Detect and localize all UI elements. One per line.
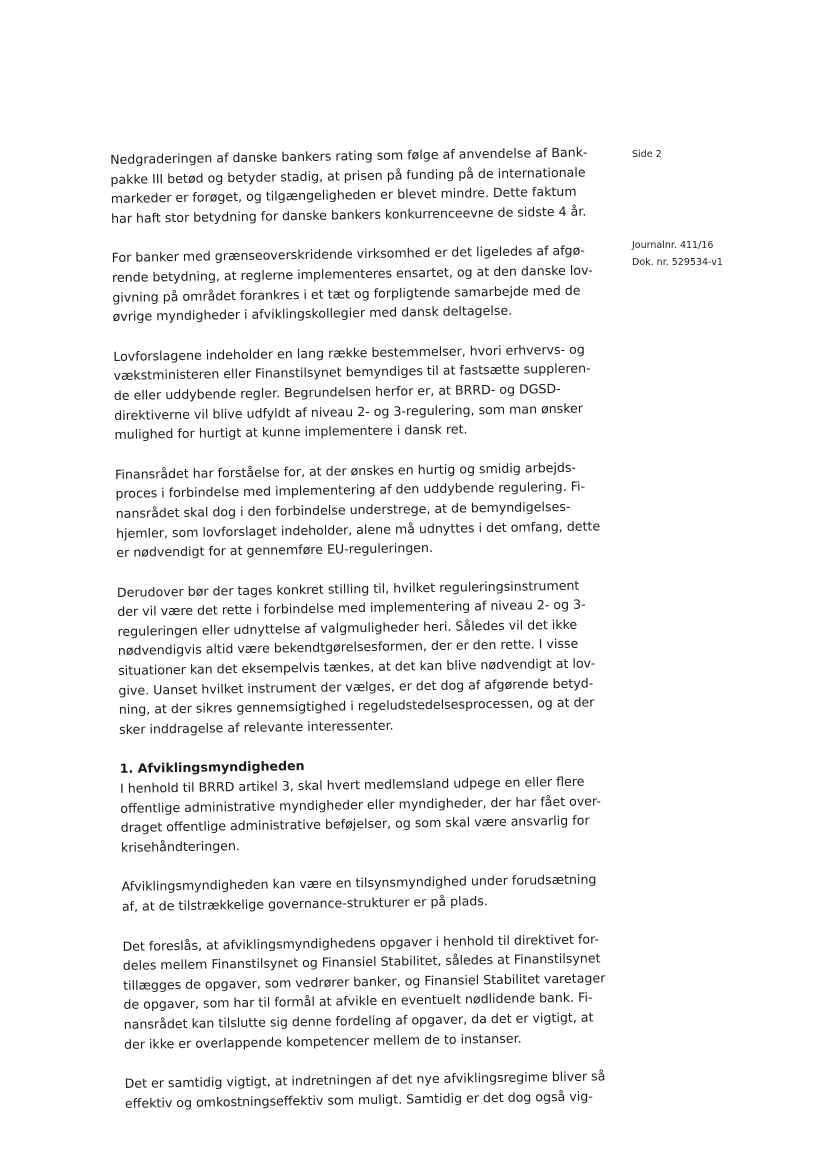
text-line: tillægges de opgaver, som vedrører banker, og Finansiel Stabilitet varetager bbox=[123, 970, 606, 993]
text-line: af, at de tilstrækkelige governance-strukturer er på plads. bbox=[121, 893, 489, 914]
section-heading: 1. Afviklingsmyndigheden bbox=[119, 758, 305, 777]
paragraph bbox=[121, 869, 622, 916]
text-line: hjemler, som lovforslaget indeholder, alene må udnyttes i det omfang, dette bbox=[115, 517, 601, 541]
text-line: sker inddragelse af relevante interessenter. bbox=[118, 717, 394, 737]
text-line: nansrådet skal dog i den forbindelse understrege, at de bemyndigelses- bbox=[115, 498, 571, 521]
text-line: Lovforslagene indeholder en lang række bestemmelser, hvori erhvervs- og bbox=[113, 341, 585, 364]
text-line: der vil være det rette i forbindelse med implementering af niveau 2- og 3- bbox=[117, 596, 586, 620]
document-sidebar bbox=[632, 146, 802, 271]
paragraph bbox=[113, 339, 614, 445]
text-line: situationer kan det eksempelvis tænkes, at det kan blive nødvendigt at lov- bbox=[118, 655, 596, 678]
paragraph bbox=[122, 929, 624, 1054]
text-line: Derudover bør der tages konkret stilling til, hvilket reguleringsinstrument bbox=[116, 577, 580, 600]
paragraph bbox=[110, 142, 611, 228]
text-line: ning, at der sikres gennemsigtighed i regeludstedelsesprocessen, og at der bbox=[118, 694, 595, 718]
text-line: Det er samtidig vigtigt, at indretningen af det nye afviklingsregime bliver så bbox=[124, 1068, 606, 1092]
text-line: For banker med grænseoverskridende virksomhed er det ligeledes af afgø- bbox=[111, 242, 585, 266]
text-line: Finansrådet har forståelse for, at der ønskes en hurtig og smidig arbejds- bbox=[114, 459, 577, 482]
paragraph bbox=[115, 457, 616, 563]
page-number: Side 2 bbox=[632, 149, 662, 160]
text-line: nansrådet kan tilslutte sig denne fordeling af opgaver, da det er vigtigt, at bbox=[123, 1009, 594, 1032]
text-line: rende betydning, at reglerne implementeres ensartet, og at den danske lov- bbox=[111, 262, 593, 285]
text-line: givning på området forankres i et tæt og forpligtende samarbejde med de bbox=[112, 282, 581, 305]
text-line: de eller uddybende regler. Begrundelsen herfor er, at BRRD- og DGSD- bbox=[113, 380, 561, 403]
text-line: pakke III betød og betyder stadig, at prisen på funding på de internationale bbox=[110, 164, 586, 187]
text-line: krisehåndteringen. bbox=[120, 837, 241, 855]
text-line: nødvendigvis altid være bekendtgørelsesformen, der er den rette. I visse bbox=[117, 636, 579, 659]
paragraph bbox=[112, 241, 613, 327]
text-line: mulighed for hurtigt at kunne implementere i dansk ret. bbox=[114, 421, 468, 443]
text-line: markeder er forøget, og tilgængeligheden er blevet mindre. Dette faktum bbox=[110, 183, 577, 207]
paragraph bbox=[117, 575, 619, 740]
text-line: proces i forbindelse med implementering af den uddybende regulering. Fi- bbox=[115, 478, 586, 502]
text-line: direktiverne vil blive udfyldt af niveau 2- og 3-regulering, som man ønsker bbox=[114, 400, 584, 423]
text-line: der ikke er overlappende kompetencer mellem de to instanser. bbox=[123, 1030, 522, 1052]
paragraph bbox=[125, 1066, 626, 1113]
text-line: deles mellem Finanstilsynet og Finansiel Stabilitet, således at Finanstilsynet bbox=[122, 950, 601, 974]
document-body bbox=[110, 142, 625, 1113]
text-line: I henhold til BRRD artikel 3, skal hvert medlemsland udpege en eller flere bbox=[119, 773, 585, 796]
text-line: give. Uanset hvilket instrument der vælges, er det dog af afgørende betyd- bbox=[118, 675, 594, 698]
document-number: Dok. nr. 529534-v1 bbox=[632, 257, 723, 268]
text-line: offentlige administrative myndigheder eller myndigheder, der har fået over- bbox=[120, 792, 602, 816]
text-line: har haft stor betydning for danske bankers konkurrenceevne de sidste 4 år. bbox=[110, 203, 587, 226]
text-line: reguleringen eller udnyttelse af valgmuligheder heri. Således vil det ikke bbox=[117, 616, 578, 639]
text-line: de opgaver, som har til formål at afvikle en eventuelt nødlidende bank. Fi- bbox=[123, 989, 593, 1013]
journal-number: Journalnr. 411/16 bbox=[632, 240, 714, 251]
text-line: Afviklingsmyndigheden kan være en tilsynsmyndighed under forudsætning bbox=[121, 871, 597, 895]
text-line: Det foreslås, at afviklingsmyndighedens opgaver i henhold til direktivet for- bbox=[122, 931, 600, 954]
text-line: draget offentlige administrative beføjelser, og som skal være ansvarlig for bbox=[120, 812, 590, 836]
text-line: effektiv og omkostningseffektiv som muligt. Samtidig er det dog også vig- bbox=[124, 1088, 593, 1111]
paragraph bbox=[120, 771, 621, 857]
text-line: vækstministeren eller Finanstilsynet bemyndiges til at fastsætte suppleren- bbox=[113, 360, 591, 384]
text-line: Nedgraderingen af danske bankers rating som følge af anvendelse af Bank- bbox=[110, 144, 588, 167]
text-line: øvrige myndigheder i afviklingskollegier med dansk deltagelse. bbox=[112, 302, 513, 325]
text-line: er nødvendigt for at gennemføre EU-reguleringen. bbox=[116, 540, 434, 561]
